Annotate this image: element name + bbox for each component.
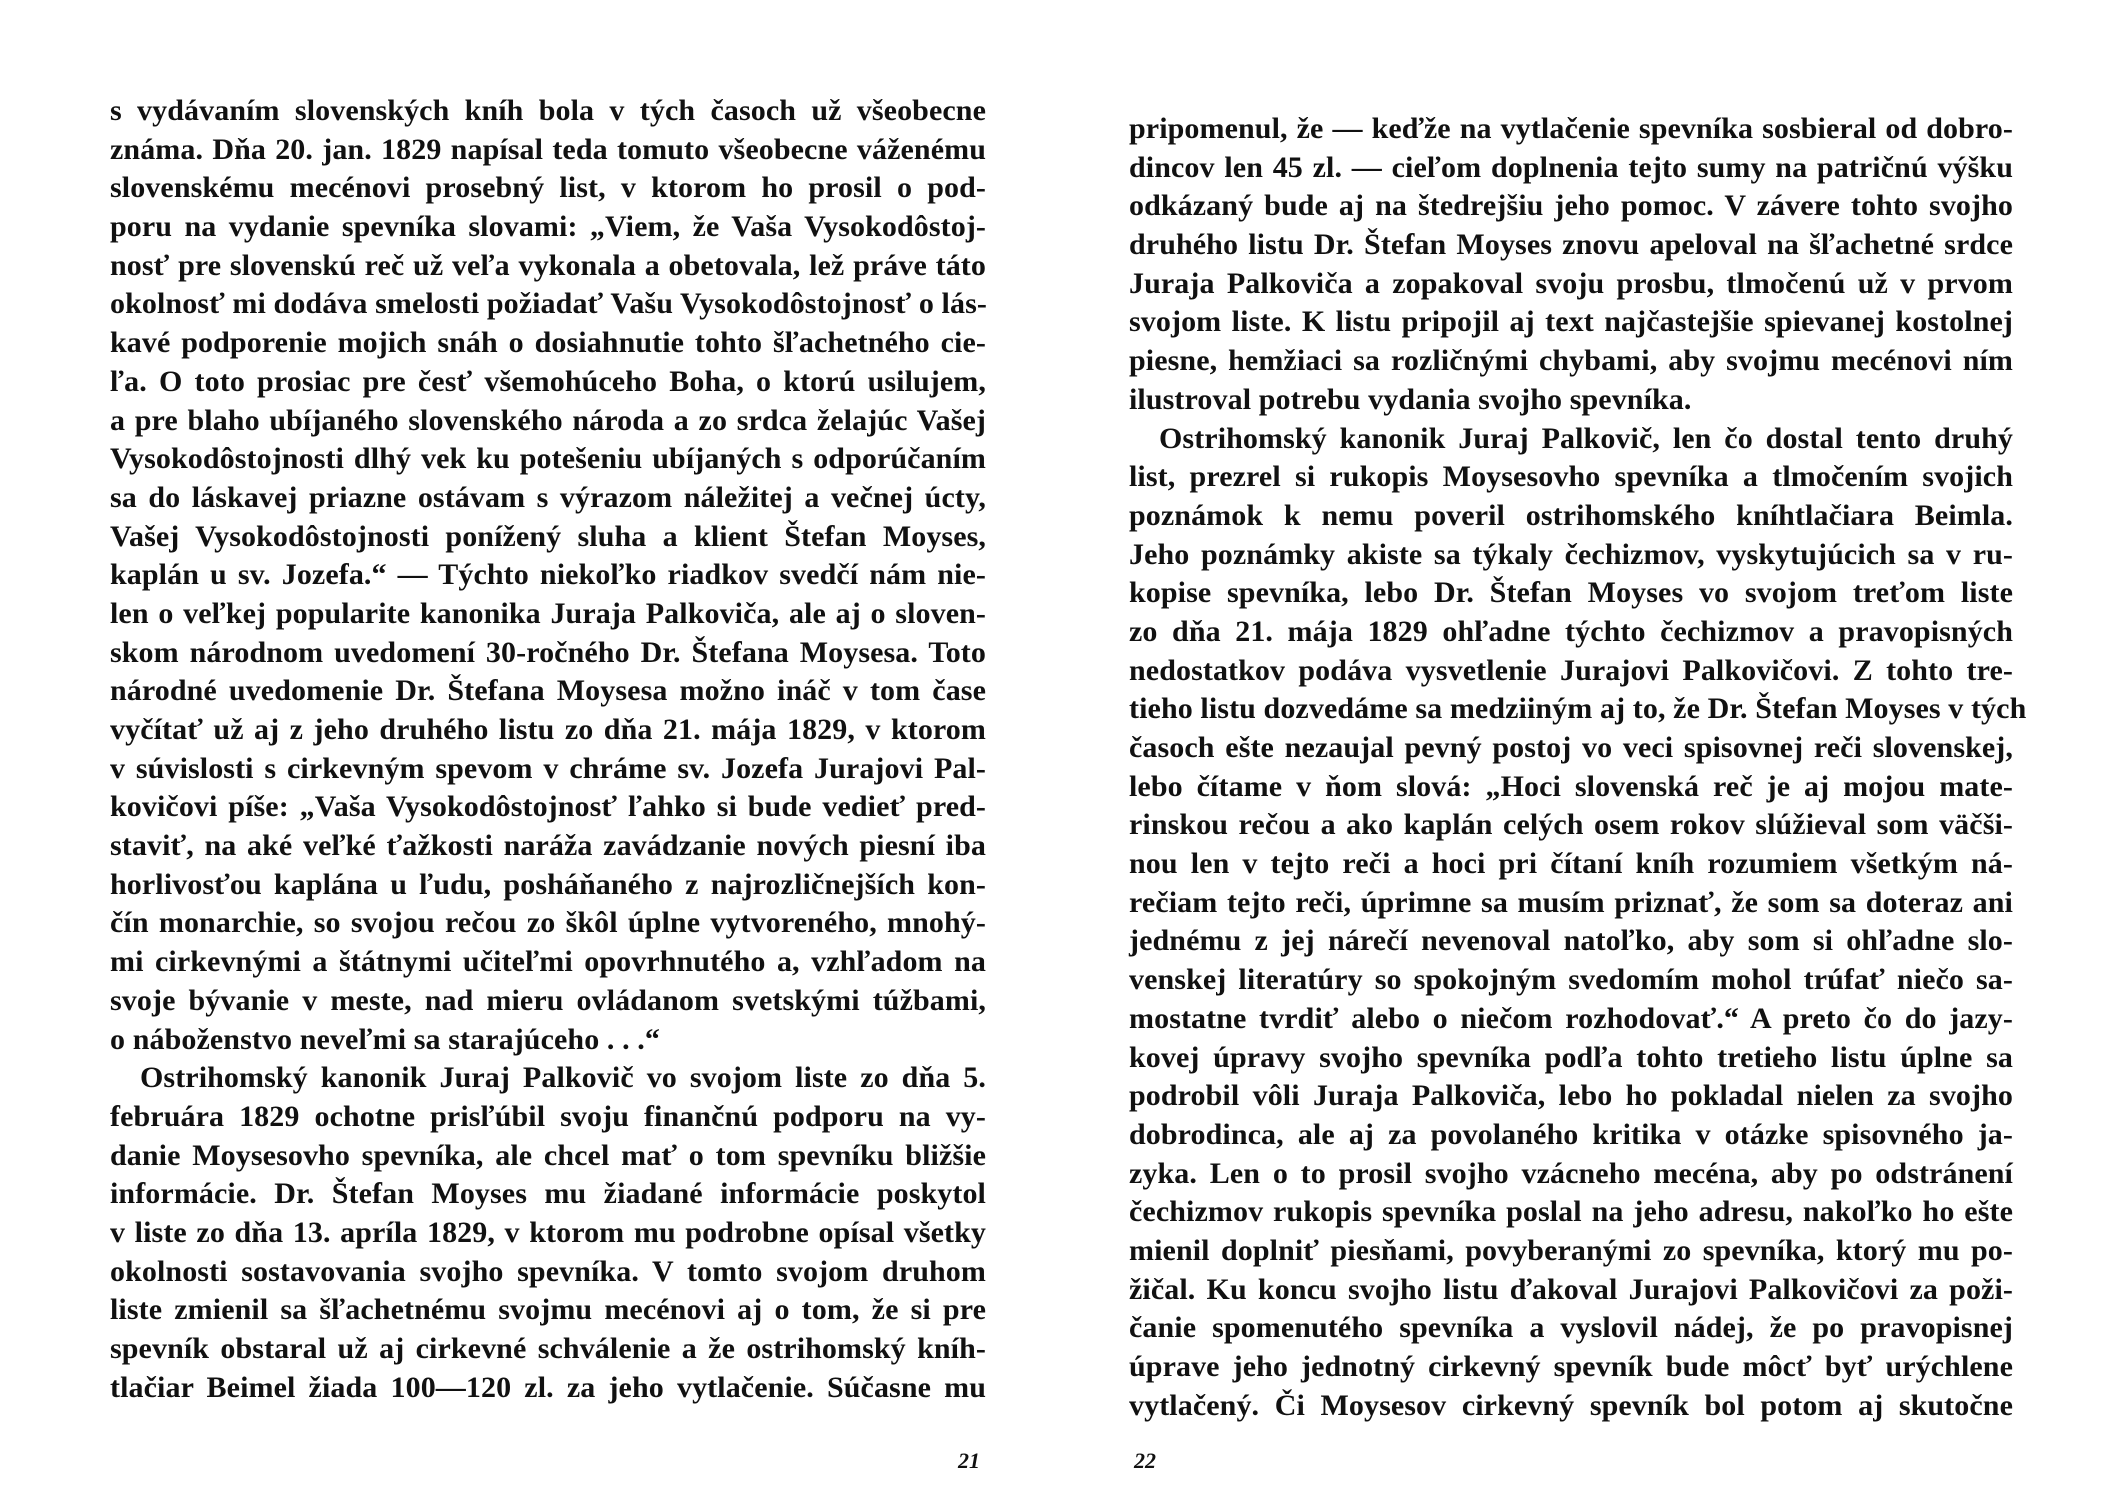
- text-line: Vysokodôstojnosti dlhý vek ku potešeniu ubíjaných s odporúčaním: [110, 442, 986, 476]
- text-line: okolnosť mi dodáva smelosti požiadať Vašu Vysokodôstojnosť o lás-: [110, 287, 987, 321]
- text-line: čanie spomenutého spevníka a vyslovil nádej, že po pravopisnej: [1129, 1311, 2013, 1345]
- text-line: len o veľkej popularite kanonika Juraja Palkoviča, ale aj o sloven-: [110, 596, 986, 630]
- text-line: list, prezrel si rukopis Moysesovho spevníka a tlmočením svojich: [1129, 460, 2013, 494]
- right-page: [1053, 0, 2106, 1500]
- text-line: lebo čítame v ňom slová: „Hoci slovenská reč je aj mojou mate-: [1129, 769, 2013, 803]
- text-line: spevník obstaral už aj cirkevné schválenie a že ostrihomský kníh-: [110, 1332, 986, 1365]
- text-line: Juraja Palkoviča a zopakoval svoju prosbu, tlmočenú už v prvom: [1129, 266, 2013, 300]
- text-line: ľa. O toto prosiac pre česť všemohúceho Boha, o ktorú usilujem,: [110, 364, 986, 398]
- text-line: venskej literatúry so spokojným svedomím mohol trúfať niečo sa-: [1129, 963, 2013, 997]
- text-line: sa do láskavej priazne ostávam s výrazom náležitej a večnej úcty,: [110, 480, 986, 514]
- text-line: tieho listu dozvedáme sa medziiným aj to, že Dr. Štefan Moyses v tých: [1129, 692, 2027, 726]
- text-line: kaplán u sv. Jozefa.“ — Týchto niekoľko riadkov svedčí nám nie-: [110, 558, 986, 592]
- text-line: kovičovi píše: „Vaša Vysokodôstojnosť ľahko si bude vedieť pred-: [110, 790, 986, 824]
- text-line: jednému z jej nárečí nevenoval natoľko, aby som si ohľadne slo-: [1129, 924, 2013, 958]
- text-line: úprave jeho jednotný cirkevný spevník bude môcť byť urýchlene: [1129, 1350, 2013, 1383]
- text-line: liste zmienil sa šľachetnému svojmu mecénovi aj o tom, že si pre: [110, 1293, 986, 1327]
- text-line: zo dňa 21. mája 1829 ohľadne týchto čechizmov a pravopisných: [1129, 614, 2013, 648]
- text-line: mienil doplniť piesňami, povyberanými zo spevníka, ktorý mu po-: [1129, 1233, 2013, 1267]
- text-line: žičal. Ku koncu svojho listu ďakoval Jurajovi Palkovičovi za poži-: [1129, 1272, 2013, 1306]
- right-page-text: [1129, 110, 2027, 1425]
- text-line: nedostatkov podáva vysvetlenie Jurajovi Palkovičovi. Z tohto tre-: [1129, 653, 2013, 687]
- text-line: nosť pre slovenskú reč už veľa vykonala a obetovala, lež práve táto: [110, 248, 986, 282]
- text-line: národné uvedomenie Dr. Štefana Moysesa možno ináč v tom čase: [110, 674, 986, 708]
- text-line: svojom liste. K listu pripojil aj text najčastejšie spievanej kostolnej: [1129, 305, 2013, 339]
- text-line: piesne, hemžiaci sa rozličnými chybami, aby svojmu mecénovi ním: [1129, 344, 2013, 378]
- text-line: rečiam tejto reči, úprimne sa musím priznať, že som sa doteraz ani: [1129, 885, 2013, 919]
- text-line: ilustroval potrebu vydania svojho spevníka.: [1129, 382, 1692, 416]
- text-line: zyka. Len o to prosil svojho vzácneho mecéna, aby po odstránení: [1129, 1156, 2013, 1190]
- text-line: rinskou rečou a ako kaplán celých osem rokov slúžieval som väčši-: [1129, 808, 2013, 842]
- text-line: podrobil vôli Juraja Palkoviča, lebo ho pokladal nielen za svojho: [1129, 1079, 2013, 1113]
- text-line: vyčítať už aj z jeho druhého listu zo dňa 21. mája 1829, v ktorom: [110, 713, 986, 746]
- text-line: Vašej Vysokodôstojnosti ponížený sluha a klient Štefan Moyses,: [110, 519, 986, 553]
- text-line: poznámok k nemu poveril ostrihomského kníhtlačiara Beimla.: [1129, 498, 2013, 532]
- text-line: o náboženstvo neveľmi sa starajúceho . . .“: [110, 1022, 660, 1056]
- text-line: informácie. Dr. Štefan Moyses mu žiadané informácie poskytol: [110, 1177, 986, 1211]
- text-line: skom národnom uvedomení 30-ročného Dr. Štefana Moysesa. Toto: [110, 635, 986, 669]
- text-line: danie Moysesovho spevníka, ale chcel mať o tom spevníku bližšie: [110, 1138, 986, 1172]
- text-line: poru na vydanie spevníka slovami: „Viem, že Vaša Vysokodôstoj-: [110, 210, 986, 244]
- text-line: tlačiar Beimel žiada 100—120 zl. za jeho vytlačenie. Súčasne mu: [110, 1370, 986, 1404]
- text-line: druhého listu Dr. Štefan Moyses znovu apeloval na šľachetné srdce: [1129, 228, 2013, 262]
- text-line: známa. Dňa 20. jan. 1829 napísal teda tomuto všeobecne váženému: [110, 132, 986, 166]
- text-line: Ostrihomský kanonik Juraj Palkovič, len čo dostal tento druhý: [1159, 421, 2013, 455]
- text-line: Ostrihomský kanonik Juraj Palkovič vo svojom liste zo dňa 5.: [140, 1061, 986, 1095]
- right-page-number: 22: [1134, 1448, 1156, 1473]
- text-line: v súvislosti s cirkevným spevom v chráme sv. Jozefa Jurajovi Pal-: [110, 751, 986, 785]
- left-page-number: 21: [958, 1448, 980, 1473]
- text-line: časoch ešte nezaujal pevný postoj vo veci spisovnej reči slovenskej,: [1129, 731, 2013, 764]
- text-line: kovej úpravy svojho spevníka podľa tohto tretieho listu úplne sa: [1129, 1040, 2013, 1074]
- text-line: februára 1829 ochotne prisľúbil svoju finančnú podporu na vy-: [110, 1099, 986, 1133]
- text-line: vytlačený. Či Moysesov cirkevný spevník bol potom aj skutočne: [1129, 1388, 2013, 1422]
- text-line: v liste zo dňa 13. apríla 1829, v ktorom mu podrobne opísal všetky: [110, 1215, 986, 1249]
- text-line: okolnosti sostavovania svojho spevníka. V tomto svojom druhom: [110, 1254, 986, 1288]
- text-line: slovenskému mecénovi prosebný list, v ktorom ho prosil o pod-: [110, 171, 986, 205]
- text-line: čín monarchie, so svojou rečou zo škôl úplne vytvoreného, mnohý-: [110, 906, 986, 940]
- left-page-text: [110, 92, 986, 1407]
- text-line: Jeho poznámky akiste sa týkaly čechizmov, vyskytujúcich sa v ru-: [1129, 537, 2013, 571]
- text-line: a pre blaho ubíjaného slovenského národa a zo srdca želajúc Vašej: [110, 403, 986, 437]
- text-line: mostatne tvrdiť alebo o niečom rozhodovať.“ A preto čo do jazy-: [1129, 1001, 2013, 1035]
- text-line: horlivosťou kaplána u ľudu, posháňaného z najrozličnejších kon-: [110, 867, 986, 901]
- text-line: čechizmov rukopis spevníka poslal na jeho adresu, nakoľko ho ešte: [1129, 1195, 2013, 1229]
- text-line: pripomenul, že — keďže na vytlačenie spevníka sosbieral od dobro-: [1129, 112, 2013, 145]
- text-line: dincov len 45 zl. — cieľom doplnenia tejto sumy na patričnú výšku: [1129, 150, 2013, 184]
- text-line: staviť, na aké veľké ťažkosti naráža zavádzanie nových piesní iba: [110, 829, 986, 863]
- text-line: dobrodinca, ale aj za povolaného kritika v otázke spisovného ja-: [1129, 1117, 2013, 1151]
- text-line: svoje bývanie v meste, nad mieru ovládanom svetskými túžbami,: [110, 983, 986, 1017]
- text-line: mi cirkevnými a štátnymi učiteľmi opovrhnutého a, vzhľadom na: [110, 945, 986, 979]
- text-line: nou len v tejto reči a hoci pri čítaní kníh rozumiem všetkým ná-: [1129, 847, 2013, 881]
- text-line: kopise spevníka, lebo Dr. Štefan Moyses vo svojom treťom liste: [1129, 576, 2013, 610]
- text-line: s vydávaním slovenských kníh bola v tých časoch už všeobecne: [110, 94, 986, 127]
- text-line: kavé podporenie mojich snáh o dosiahnutie tohto šľachetného cie-: [110, 326, 986, 360]
- text-line: odkázaný bude aj na štedrejšiu jeho pomoc. V závere tohto svojho: [1129, 189, 2013, 223]
